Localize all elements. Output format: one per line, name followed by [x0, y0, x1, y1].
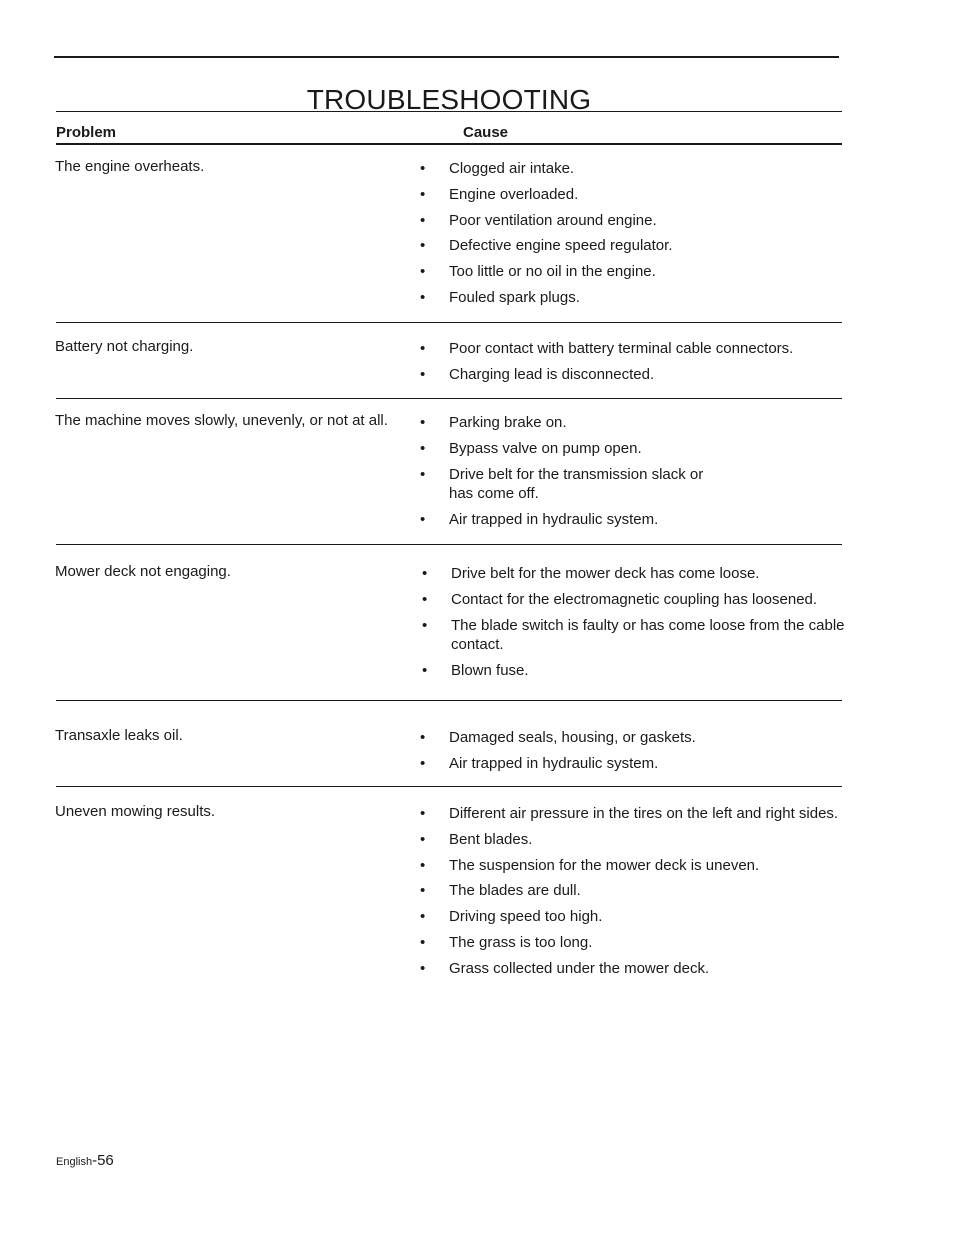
page-footer [56, 1152, 114, 1171]
row-divider [56, 398, 842, 399]
bullet-icon: • [420, 933, 426, 951]
bullet-icon: • [422, 661, 428, 679]
bullet-icon: • [420, 959, 426, 977]
cause-list [420, 804, 840, 985]
cause-item: • The suspension for the mower deck is uneven. [420, 856, 760, 874]
row-divider [56, 786, 842, 787]
bullet-icon: • [420, 439, 426, 457]
problem-text: Uneven mowing results. [55, 803, 216, 820]
table-header-bottom-rule [56, 143, 842, 145]
cause-item: • Charging lead is disconnected. [420, 365, 655, 383]
cause-item: • Drive belt for the transmission slack or has come off. [420, 465, 704, 503]
cause-item: • Fouled spark plugs. [420, 288, 580, 306]
bullet-icon: • [420, 510, 426, 528]
bullet-icon: • [420, 185, 426, 203]
row-divider [56, 544, 842, 545]
bullet-icon: • [420, 830, 426, 848]
cause-item: • Parking brake on. [420, 414, 567, 431]
cause-item: • The blade switch is faulty or has come loose from the cable contact. [422, 616, 845, 654]
problem-text: The engine overheats. [55, 158, 205, 175]
problem-text: The machine moves slowly, unevenly, or not at all. [55, 412, 388, 429]
cause-list [420, 413, 840, 536]
cause-item: • Air trapped in hydraulic system. [420, 754, 659, 772]
bullet-icon: • [420, 754, 426, 772]
bullet-icon: • [420, 211, 426, 229]
bullet-icon: • [420, 856, 426, 874]
column-header-problem: Problem [56, 124, 117, 141]
table-header-top-rule [56, 111, 842, 112]
bullet-icon: • [420, 805, 426, 822]
cause-item: • Different air pressure in the tires on the left and right sides. [420, 805, 839, 822]
problem-text: Transaxle leaks oil. [55, 727, 183, 744]
cause-item: • Engine overloaded. [420, 185, 579, 203]
bullet-icon: • [420, 263, 426, 281]
bullet-icon: • [422, 565, 428, 582]
cause-list [420, 339, 840, 391]
cause-item: • Grass collected under the mower deck. [420, 959, 710, 977]
cause-item: • Damaged seals, housing, or gaskets. [420, 729, 696, 746]
cause-item: • The grass is too long. [420, 933, 593, 951]
bullet-icon: • [422, 590, 428, 608]
bullet-icon: • [420, 160, 426, 177]
cause-list [422, 564, 845, 687]
footer-language: English [56, 1156, 93, 1168]
bullet-icon: • [420, 465, 426, 483]
cause-item: • Too little or no oil in the engine. [420, 263, 656, 281]
bullet-icon: • [420, 729, 426, 746]
bullet-icon: • [422, 616, 428, 634]
bullet-icon: • [420, 414, 426, 431]
bullet-icon: • [420, 908, 426, 926]
cause-list [420, 159, 840, 314]
column-header-cause: Cause [463, 124, 509, 141]
title-rule [54, 56, 839, 58]
cause-item: • The blades are dull. [420, 882, 581, 900]
cause-item: • Air trapped in hydraulic system. [420, 510, 659, 528]
cause-item: • Bent blades. [420, 830, 533, 848]
bullet-icon: • [420, 882, 426, 900]
cause-item: • Poor ventilation around engine. [420, 211, 657, 229]
bullet-icon: • [420, 288, 426, 306]
page-number: -56 [92, 1152, 114, 1169]
problem-text: Mower deck not engaging. [55, 563, 231, 580]
cause-item: • Drive belt for the mower deck has come loose. [422, 565, 760, 582]
cause-item: • Clogged air intake. [420, 160, 575, 177]
bullet-icon: • [420, 237, 426, 255]
cause-item: • Driving speed too high. [420, 908, 603, 926]
row-divider [56, 700, 842, 701]
cause-list [420, 728, 840, 780]
row-divider [56, 322, 842, 323]
cause-item: • Defective engine speed regulator. [420, 237, 673, 255]
problem-text: Battery not charging. [55, 338, 194, 355]
cause-item: • Blown fuse. [422, 661, 529, 679]
cause-item: • Contact for the electromagnetic coupling has loosened. [422, 590, 818, 608]
cause-item: • Poor contact with battery terminal cable connectors. [420, 340, 794, 357]
bullet-icon: • [420, 340, 426, 357]
page-title: TROUBLESHOOTING [306, 83, 592, 115]
bullet-icon: • [420, 365, 426, 383]
cause-item: • Bypass valve on pump open. [420, 439, 642, 457]
